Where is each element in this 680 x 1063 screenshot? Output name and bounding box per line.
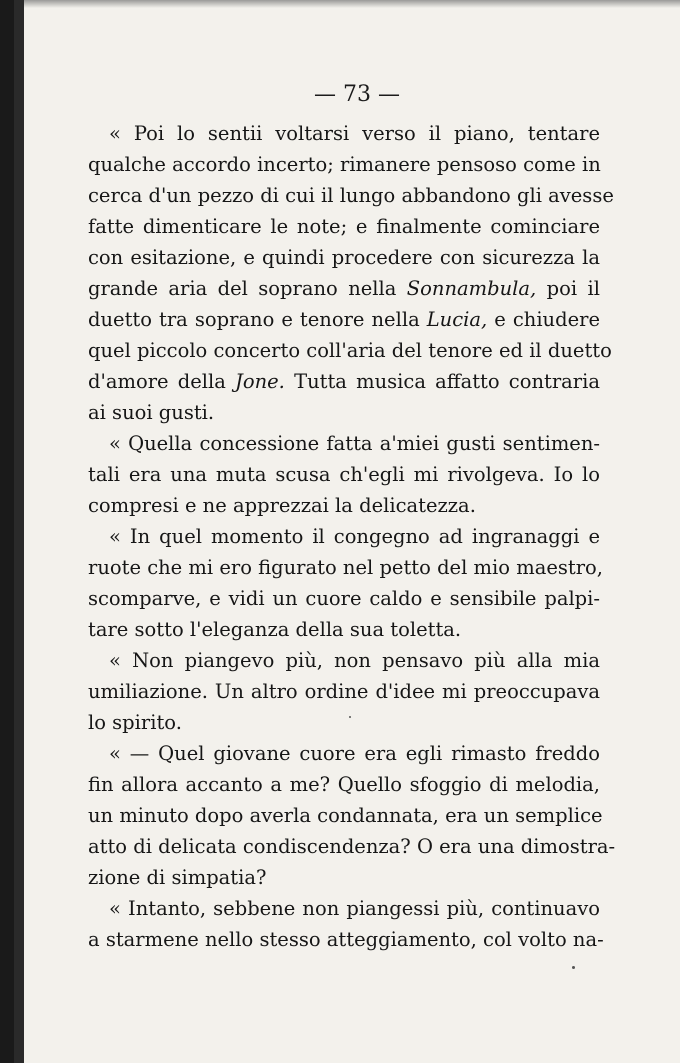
text-line: a starmene nello stesso atteggiamento, col volto na-: [88, 928, 604, 951]
text-line: cerca d'un pezzo di cui il lungo abbandono gli avesse: [88, 184, 614, 207]
text-line: « Poi lo sentii voltarsi verso il piano, tentare: [109, 122, 600, 145]
text-line: [88, 273, 600, 304]
print-speck: [349, 716, 351, 718]
text-line: « — Quel giovane cuore era egli rimasto freddo: [109, 742, 600, 765]
text-line: quel piccolo concerto coll'aria del tenore ed il duetto: [88, 339, 612, 362]
text-fragment: Tutta musica affatto contraria: [284, 370, 600, 393]
text-line: ai suoi gusti.: [88, 401, 215, 424]
text-line: umiliazione. Un altro ordine d'idee mi preoccupava: [88, 680, 600, 703]
book-page: [14, 0, 680, 1063]
italic-title: Jone.: [235, 370, 285, 393]
text-line: « In quel momento il congegno ad ingranaggi e: [109, 525, 600, 548]
italic-title: Lucia,: [426, 308, 488, 331]
text-line: tare sotto l'eleganza della sua toletta.: [88, 618, 462, 641]
text-line: « Intanto, sebbene non piangessi più, continuavo: [109, 897, 600, 920]
text-fragment: grande aria del soprano nella: [88, 277, 407, 300]
text-line: ruote che mi ero figurato nel petto del mio maestro,: [88, 556, 603, 579]
text-fragment: poi il: [536, 277, 600, 300]
text-fragment: d'amore della: [88, 370, 236, 393]
text-fragment: duetto tra soprano e tenore nella: [88, 308, 427, 331]
italic-title: Sonnambula,: [406, 277, 537, 300]
print-speck: [572, 966, 575, 969]
body-text: [88, 118, 616, 955]
text-line: « Quella concessione fatta a'miei gusti sentimen-: [109, 432, 600, 455]
text-line: fin allora accanto a me? Quello sfoggio di melodia,: [88, 773, 600, 796]
text-line: [88, 304, 600, 335]
text-fragment: e chiudere: [487, 308, 600, 331]
text-line: lo spirito.: [88, 711, 182, 734]
page-number: — 73 —: [314, 82, 400, 107]
text-line: atto di delicata condiscendenza? O era una dimostra-: [88, 835, 616, 858]
page-edge-shadow: [24, 0, 680, 8]
text-line: « Non piangevo più, non pensavo più alla mia: [109, 649, 600, 672]
text-line: tali era una muta scusa ch'egli mi rivolgeva. Io lo: [88, 463, 600, 486]
text-line: con esitazione, e quindi procedere con sicurezza la: [88, 246, 600, 269]
text-line: un minuto dopo averla condannata, era un semplice: [88, 804, 603, 827]
text-line: zione di simpatia?: [88, 866, 267, 889]
text-line: qualche accordo incerto; rimanere pensoso come in: [88, 153, 601, 176]
text-line: compresi e ne apprezzai la delicatezza.: [88, 494, 476, 517]
text-line: scomparve, e vidi un cuore caldo e sensibile palpi-: [88, 587, 600, 610]
text-line: [88, 366, 600, 397]
text-line: fatte dimenticare le note; e finalmente cominciare: [88, 215, 600, 238]
